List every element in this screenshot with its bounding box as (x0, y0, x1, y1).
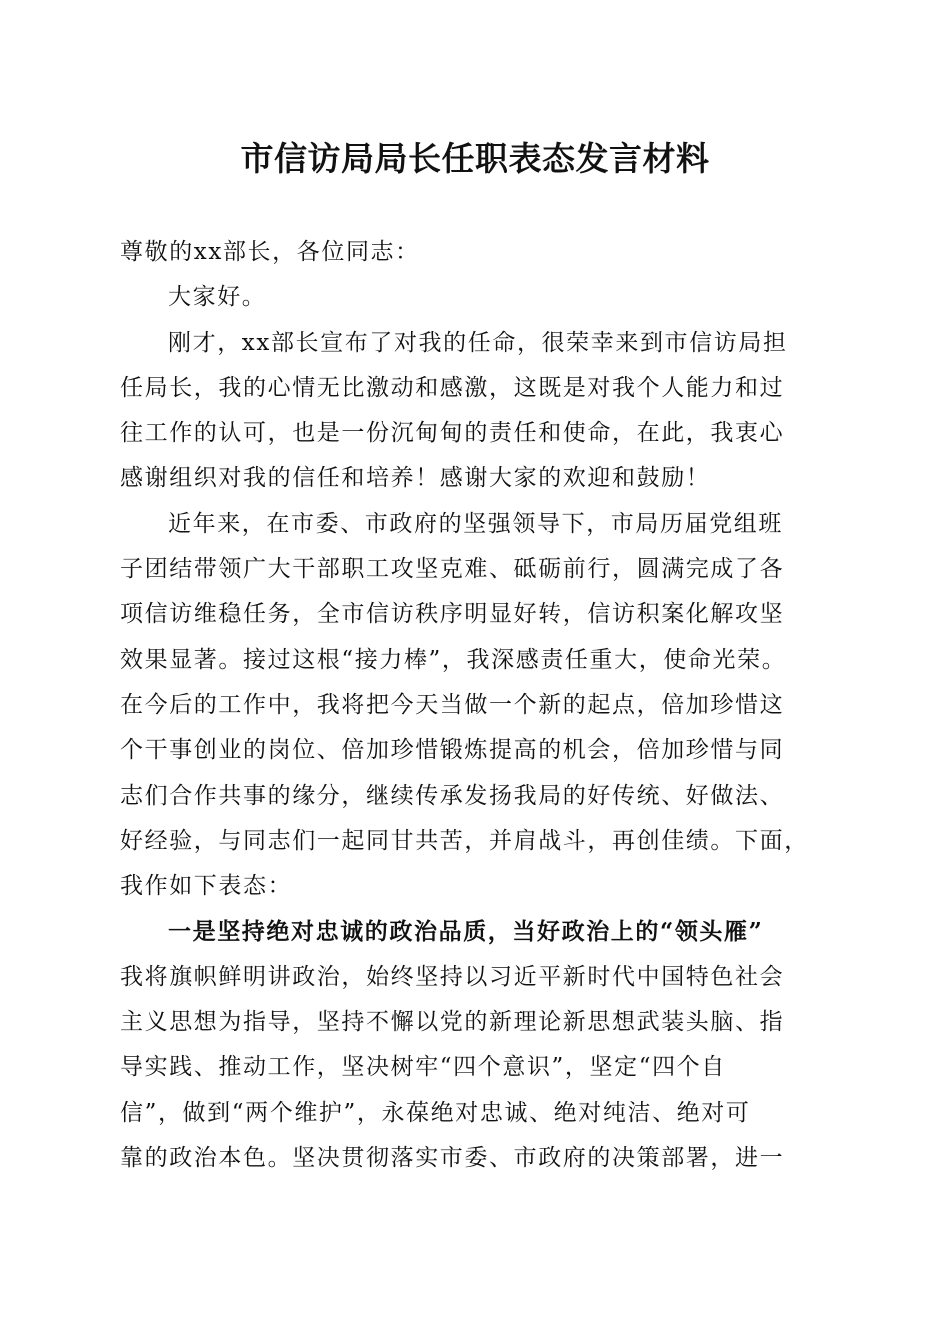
document-title: 市信访局局长任职表态发言材料 (240, 139, 710, 178)
paragraph-line: 任局长，我的心情无比激动和感激，这既是对我个人能力和过 (120, 374, 785, 401)
paragraph-line: 效果显著。接过这根“接力棒”，我深感责任重大，使命光荣。 (120, 646, 787, 673)
paragraph-line: 靠的政治本色。坚决贯彻落实市委、市政府的决策部署，进一 (120, 1144, 785, 1171)
paragraph-line: 刚才，xx部长宣布了对我的任命，很荣幸来到市信访局担 (168, 329, 788, 356)
paragraph-line: 志们合作共事的缘分，继续传承发扬我局的好传统、好做法、 (120, 782, 785, 809)
paragraph-line: 项信访维稳任务，全市信访秩序明显好转，信访积案化解攻坚 (120, 601, 785, 628)
salutation-line: 尊敬的xx部长，各位同志： (120, 239, 420, 265)
paragraph-line: 在今后的工作中，我将把今天当做一个新的起点，倍加珍惜这 (120, 691, 785, 718)
paragraph-line: 子团结带领广大干部职工攻坚克难、砥砺前行，圆满完成了各 (120, 556, 785, 583)
paragraph-line: 导实践、推动工作，坚决树牢“四个意识”，坚定“四个自 (120, 1054, 726, 1081)
paragraph-line: 个干事创业的岗位、倍加珍惜锻炼提高的机会，倍加珍惜与同 (120, 737, 785, 764)
paragraph-line: 往工作的认可，也是一份沉甸甸的责任和使命，在此，我衷心 (120, 420, 785, 447)
paragraph-line: 近年来，在市委、市政府的坚强领导下，市局历届党组班 (168, 510, 783, 537)
paragraph-line: 主义思想为指导，坚持不懈以党的新理论新思想武装头脑、指 (120, 1009, 785, 1036)
paragraph-line: 感谢组织对我的信任和培养！感谢大家的欢迎和鼓励！ (120, 465, 711, 492)
greeting-line: 大家好。 (168, 284, 267, 311)
paragraph-line: 好经验，与同志们一起同甘共苦，并肩战斗，再创佳绩。下面， (120, 827, 809, 854)
document-body (120, 230, 830, 1181)
paragraph-line: 我将旗帜鲜明讲政治，始终坚持以习近平新时代中国特色社会 (120, 963, 785, 990)
paragraph-line: 信”，做到“两个维护”，永葆绝对忠诚、绝对纯洁、绝对可 (120, 1099, 751, 1126)
section-heading: 一是坚持绝对忠诚的政治品质，当好政治上的“领头雁” (168, 918, 764, 946)
paragraph-line: 我作如下表态： (120, 873, 293, 900)
